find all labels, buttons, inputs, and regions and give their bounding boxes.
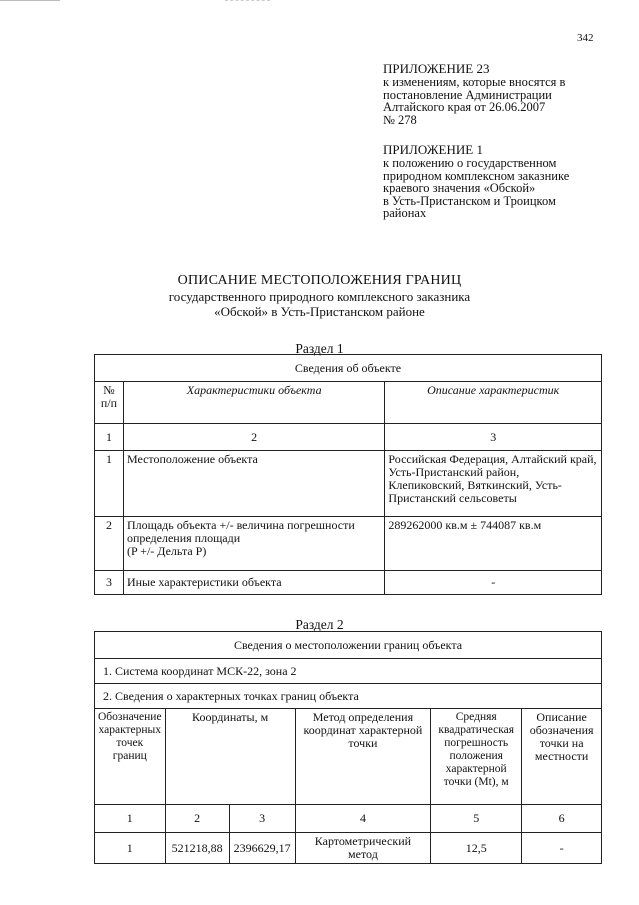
row-number: 3 — [95, 571, 124, 595]
table-row — [95, 451, 602, 517]
column-number: 2 — [123, 424, 384, 451]
row-characteristic: Местоположение объекта — [123, 451, 384, 517]
row-description: Российская Федерация, Алтайский край, Усть-Пристанский район, Клепиковский, Вяткинский, Усть-Пристанский сельсоветы — [385, 451, 602, 517]
point-id: 1 — [95, 833, 166, 864]
section-2-label: Раздел 2 — [295, 617, 344, 632]
column-header: Характеристики объекта — [123, 382, 384, 424]
coordinate-system: 1. Система координат МСК-22, зона 2 — [95, 659, 602, 684]
scan-edge-mark — [0, 0, 60, 11]
table-row — [95, 833, 602, 864]
appendix-line: районах — [383, 206, 427, 220]
point-method: Картометрический метод — [295, 833, 431, 864]
row-characteristic-line: Площадь объекта +/- величина погрешности — [126, 518, 355, 532]
page-number: 342 — [577, 32, 594, 44]
boundary-points-table — [94, 631, 602, 864]
column-number: 1 — [95, 424, 124, 451]
column-header — [95, 382, 124, 424]
appendix-1-block — [383, 143, 623, 220]
object-info-table — [94, 354, 602, 595]
table-row — [95, 571, 602, 595]
column-header: Координаты, м — [165, 709, 295, 805]
column-number: 6 — [522, 805, 602, 833]
column-header: Описание обозначения точки на местности — [522, 709, 602, 805]
section-1-label: Раздел 1 — [295, 341, 344, 356]
appendix-line: краевого значения «Обской» — [383, 181, 536, 195]
appendix-line: природном комплексном заказнике — [383, 168, 570, 183]
points-section-header: 2. Сведения о характерных точках границ объекта — [95, 684, 602, 709]
appendix-23-block — [383, 62, 623, 126]
appendix-line: № 278 — [383, 112, 417, 127]
document-title: ОПИСАНИЕ МЕСТОПОЛОЖЕНИЯ ГРАНИЦ — [177, 273, 462, 288]
column-header-text: № п/п — [100, 383, 118, 410]
appendix-line: Алтайского края от 26.06.2007 — [383, 100, 546, 114]
column-number: 4 — [295, 805, 431, 833]
point-y: 2396629,17 — [229, 833, 295, 864]
column-number: 1 — [95, 805, 166, 833]
row-characteristic-line: определения площади — [126, 531, 241, 545]
column-number: 5 — [431, 805, 522, 833]
document-subtitle: «Обской» в Усть-Пристанском районе — [214, 304, 425, 319]
column-header: Метод определения координат характерной точки — [295, 709, 431, 805]
column-header: Средняя квадратическая погрешность положения характерной точки (Mt), м — [431, 709, 522, 805]
column-number: 2 — [165, 805, 229, 833]
row-characteristic-line: (P +/- Дельта P) — [126, 544, 207, 558]
row-characteristic — [123, 517, 384, 571]
column-number: 3 — [229, 805, 295, 833]
point-description: - — [522, 833, 602, 864]
appendix-title: ПРИЛОЖЕНИЕ 23 — [383, 61, 490, 76]
document-subtitle: государственного природного комплексного заказника — [168, 289, 471, 304]
column-number: 3 — [385, 424, 602, 451]
point-mt: 12,5 — [431, 833, 522, 864]
appendix-line: в Усть-Пристанском и Троицком — [383, 193, 556, 208]
table-header: Сведения о местоположении границ объекта — [95, 632, 602, 659]
column-header: Обозначение характерных точек границ — [95, 709, 166, 805]
scan-edge-mark — [225, 0, 270, 9]
row-description: 289262000 кв.м ± 744087 кв.м — [385, 517, 602, 571]
document-title-block — [0, 272, 639, 319]
column-header: Описание характеристик — [385, 382, 602, 424]
appendix-line: к положению о государственном — [383, 156, 557, 170]
appendix-title: ПРИЛОЖЕНИЕ 1 — [383, 142, 483, 157]
table-header: Сведения об объекте — [95, 355, 602, 382]
row-description: - — [385, 571, 602, 595]
appendix-line: к изменениям, которые вносятся в — [383, 75, 566, 89]
row-number: 1 — [95, 451, 124, 517]
row-characteristic: Иные характеристики объекта — [123, 571, 384, 595]
row-number: 2 — [95, 517, 124, 571]
point-x: 521218,88 — [165, 833, 229, 864]
table-row — [95, 517, 602, 571]
appendix-line: постановление Администрации — [383, 87, 552, 102]
